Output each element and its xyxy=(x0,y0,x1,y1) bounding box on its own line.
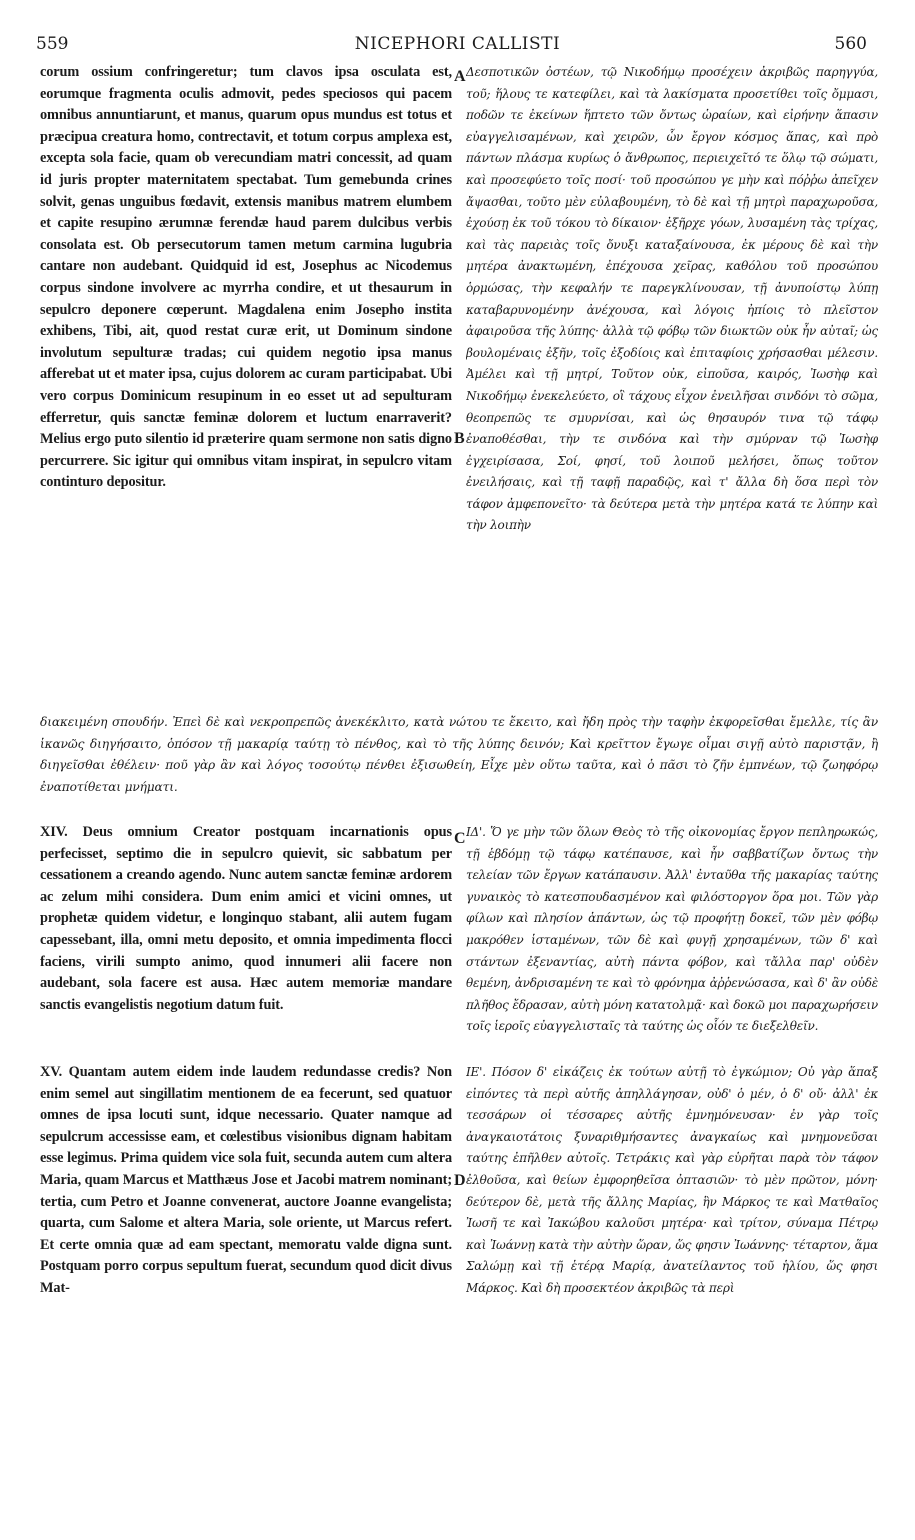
greek-column-section-14: ΙΔ'. Ὅ γε μὴν τῶν ὅλων Θεὸς τὸ τῆς οἰκονομίας ἔργον πεπληρωκώς, τῇ ἑβδόμῃ τῷ τάφῳ κατέπαυσε, καὶ ἦν σαββατίζων ὄντως τὴν τελείαν τῶν ἔργων κατάπαυσιν. Ἀλλ' ἐνταῦθα τῆς μακαρίας ταύτης γυναικὸς τὸ κατεσπουδασμένον καὶ φιλόστοργον ὅρα μοι. Τῶν γὰρ φίλων καὶ πλησίον ἁπάντων, ὡς τῷ προφήτῃ δοκεῖ, τῶν μὲν φόβῳ μακρόθεν ἱσταμένων, τῶν δὲ καὶ φυγῇ χρησαμένων, τῶν δ' καὶ στάντων ἐξεναντίας, αὐτὴ πάντα φόβον, καὶ τἄλλα παρ' οὐδὲν θεμένη, ἀνδρισαμένη τε καὶ τὸ φρόνημα ἀῤῥενώσασα, καὶ δ' ἂν οὐδὲ πλῆθος ἔδρασαν, αὐτὴ μόνη κατατολμᾷ· καὶ δοκῶ μοι παραχωρήσειν τοῖς ἱεροῖς εὐαγγελισταῖς τὰ ταύτης ὡς οἷόν τε διεξελθεῖν. xyxy=(466,825,878,1034)
greek-column-section-15: ΙΕ'. Πόσον δ' εἰκάζεις ἐκ τούτων αὐτῇ τὸ ἐγκώμιον; Οὐ γὰρ ἅπαξ εἰπόντες τὰ περὶ αὐτῆς ἀπηλλάγησαν, οὐδ' ὁ μέν, ὁ δ' οὔ· ἀλλ' ἐκ τεσσάρων οἱ τέσσαρες αὐτῆς ἐμνημόνευσαν· ἐν γὰρ τοῖς ἀναγκαιοτάτοις ξυναριθμήσαντες ἀναγκαίως καὶ μνημονεῦσαι ταύτης ἐπῆλθεν αὐτοῖς. Τετράκις καὶ γὰρ εὑρῆται παρὰ τὸν τάφον ἐλθοῦσα, καὶ θείων ἐμφορηθεῖσα ὀπτασιῶν· τὸ μὲν πρῶτον, μόνη· δεύτερον δὲ, μετὰ τῆς ἄλλης Μαρίας, ἣν Μάρκος τε καὶ Ματθαῖος Ἰωσῆ τε καὶ Ἰακώβου καλοῦσι μητέρα· καὶ τρίτον, σύναμα Πέτρῳ καὶ Ἰωάννῃ κατὰ τὴν αὐτὴν ὥραν, ὥς φησιν Ἰωάννης· τέταρτον, ἅμα Σαλώμῃ καὶ τῇ ἑτέρᾳ Μαρίᾳ, ἀνατείλαντος τοῦ ἡλίου, ὥς φησι Μάρκος. Καὶ δὴ προσεκτέον ἀκριβῶς τὰ περὶ xyxy=(466,1065,878,1295)
running-head: NICEPHORI CALLISTI xyxy=(354,34,561,54)
margin-marker-d: D xyxy=(454,1172,466,1189)
page-header xyxy=(0,34,915,58)
latin-column-section-1: corum ossium confringeretur; tum clavos ipsa osculata est, eorumque fragmenta oculis admovit, pedes speciosos qui pacem omnibus annuntiarunt, et manus, quarum opus mundus est totus et præcipua creatura homo, contrectavit, et totum corpus amplexa est, excepta sola facie, quam ob verecundiam matri concessit, ad quam id juris propter maternitatem spectabat. Tum gemebunda crines solvit, genas unguibus fœdavit, extensis manibus matrem elumbem et capite resupino ærumnæ ferendæ haud parem dulcibus verbis consolata est. Ob persecutorum tamen metum carmina lugubria cantare non audebant. Quidquid id est, Josephus ac Nicodemus corpus sindone involvere ac myrrha condire, et ut thesaurum in sepulcro deponere cœperunt. Magdalena enim Josepho instita exhibens, Tibi, ait, quod restat curæ erit, ut Dominum sindone involutum sepulturæ tradas; cui quidem negotio ipsa manus afferebat ut et mater ipsa, cujus dolorem ac curam participabat. Ubi vero corpus Dominicum resupinum in eo esset ut ad sepulturam efferretur, quis sanctæ feminæ dolorem et luctum enarraverit? Melius ergo puto silentio id præterire quam sermone non satis digno percurrere. Sic igitur qui omnibus vitam inspirat, in sepulcro vitam continturo depositur. xyxy=(40,64,452,491)
greek-column-section-1: Δεσποτικῶν ὀστέων, τῷ Νικοδήμῳ προσέχειν ἀκριβῶς παρηγγύα, τοῦ; ἥλους τε κατεφίλει, καὶ τὰ λακίσματα προσετίθει τοῖς ὄμμασι, ποδῶν τε ἐκείνων ἥπτετο τῶν ὄντως ὡραίων, καὶ εἰρήνην ἅπασιν εὐαγγελισαμένων, καὶ χειρῶν, ὧν ἔργον κόσμος ἅπας, καὶ πρὸ πάντων πλάσμα κυρίως ὁ ἄνθρωπος, περιειχεῖτό τε ὅλῳ τῷ σώματι, καὶ προσεφύετο τοῖς ποσί· τοῦ προσώπου γε μὴν καὶ πόῤῥω ἀπεῖχεν ἄψασθαι, τοῦτο μὲν εὐλαβουμένη, τὸ δὲ καὶ τῇ μητρὶ παραχωροῦσα, ἐχούσῃ ἐκ τοῦ τόκου τὸ δίκαιον· ἐξῆρχε γόων, λυσαμένη τὰς τρίχας, καὶ τὰς παρειὰς τοῖς ὄνυξι καταξαίνουσα, ἐκ μέρους δὲ καὶ τὴν μητέρα ἀνακτωμένη, ἐπέχουσα χεῖρας, καθόλου τοῦ προσώπου ὁρμώσας, τὴν κεφαλήν τε παρεγκλίνουσαν, τῇ ἀνυποίστῳ λύπῃ καταβαρυνομένην ἀνέχουσα, καὶ λόγοις ἠπίοις τὸ πλεῖστον ἀφαιροῦσα τῆς λύπης· ἀλλὰ τῷ φόβῳ τῶν διωκτῶν οὐκ ἦν αὐταῖ; ὡς βουλομέναις ἐξῆν, τοῖς ἐξοδίοις καὶ ἐπιταφίοις χρήσασθαι μέλεσιν. Ἀμέλει καὶ τῇ μητρί, Τοῦτον οὐκ, εἰποῦσα, καιρός, Ἰωσὴφ καὶ Νικοδήμῳ ἐνεκελεύετο, οἳ τάχους εἶχον ἐνειλῆσαι σινδόνι τὸ σῶμα, θεοπρεπῶς τε σμυρνίσαι, καὶ ὡς θησαυρόν τινα τῷ τάφῳ ἐναποθέσθαι, τὴν τε σινδόνα καὶ τὴν σμύρναν τῷ Ἰωσὴφ ἐγχειρίσασα, Σοί, φησί, τοῦ λοιποῦ μελήσει, ὅπως τοῦτον ἐνειλήσαις, καὶ τῇ ταφῇ παραδῷς, καὶ τ' ἄλλα δὴ ὅσα περὶ τὸν τάφον ἀμφεπονεῖτο· τὰ δεύτερα μετὰ τὴν μητέρα κατά τε λύπην καὶ τὴν λοιπὴν xyxy=(466,65,878,533)
page-number-left: 559 xyxy=(36,34,69,54)
margin-marker-c: C xyxy=(454,830,466,847)
greek-full-width-continuation: διακειμένη σπουδήν. Ἐπεὶ δὲ καὶ νεκροπρεπῶς ἀνεκέκλιτο, κατὰ νώτου τε ἔκειτο, καὶ ἤδη πρὸς τὴν ταφὴν ἐκφορεῖσθαι ἔμελλε, τίς ἂν ἱκανῶς διηγήσαιτο, ὁπόσον τῇ μακαρίᾳ ταύτῃ τὸ πένθος, καὶ τὸ τῆς λύπης δεινόν; Καὶ κρεῖττον ἔγωγε οἶμαι σιγῇ αὐτὸ παριστᾷν, ἢ διηγεῖσθαι ἐθέλειν· ποῦ γὰρ ἂν καὶ λόγος τοσούτῳ πένθει ἐξισωθείη, Εἶχε μὲν οὕτω ταῦτα, καὶ ὁ πᾶσι τὸ ζῆν ἐμπνέων, τῷ ζωηφόρῳ ἐναποτίθεται μνήματι. xyxy=(40,715,878,794)
page-number-right: 560 xyxy=(834,34,867,54)
margin-marker-a: A xyxy=(454,68,466,85)
latin-column-section-14: XIV. Deus omnium Creator postquam incarnationis opus perfecisset, septimo die in sepulcro quievit, sic sabbatum per cessationem a creando agendo. Nunc autem sanctæ feminæ ardorem ac zelum mihi considera. Dum enim amici et vicini omnes, ut prophetæ quidem videtur, e longinquo stabant, alii autem fugam capessebant, illa, omni metu deposito, et omnia impedimenta flocci faciens, virili sumpto animo, quod innumeri alii facere non audebant, sola facere est ausa. Hæc autem memoriæ mandare sanctis evangelistis negotium datum fuit. xyxy=(40,824,452,1013)
margin-marker-b: B xyxy=(454,430,465,447)
latin-column-section-15: XV. Quantam autem eidem inde laudem redundasse credis? Non enim semel aut singillatim mentionem de ea fecerunt, sed quatuor omnes de ipsa locuti sunt, idque necessario. Quater namque ad sepulcrum accessisse eam, et cœlestibus visionibus dignam habitam esse legimus. Prima quidem vice sola fuit, secunda autem cum altera Maria, quam Marcus et Matthæus Jose et Jacobi matrem nominant; tertia, cum Petro et Joanne convenerat, auctore Joanne evangelista; quarta, cum Salome et altera Maria, sole oriente, ut Marcus refert. Et certe omnia quæ ad eam spectant, memoratu valde digna sunt. Postquam porro corpus sepultum fuerat, secundum quod dicit divus Mat- xyxy=(40,1064,452,1296)
